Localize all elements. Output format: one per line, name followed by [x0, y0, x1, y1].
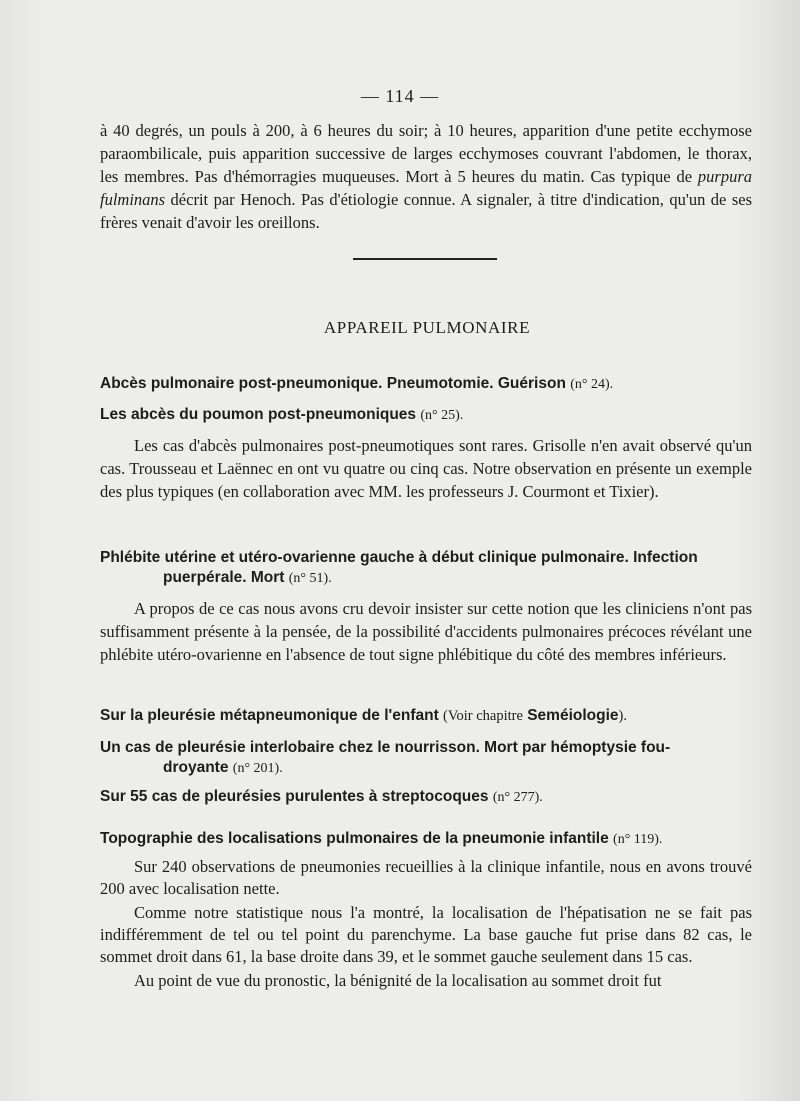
entry-ref: (n° 119). [613, 832, 663, 847]
paragraph-topo-2: Comme notre statistique nous l'a montré, la localisation de l'hépatisation ne se fait pas indifféremment de tel ou tel point du parenchyme. La base gauche fut prise dans 82 cas, le sommet droit dans 61, la base droite dans 39, et le sommet gauche seulement dans 15 cas. [100, 903, 752, 966]
entry-ref: (n° 277). [492, 790, 543, 805]
paragraph-topo-1: Sur 240 observations de pneumonies recueillies à la clinique infantile, nous en avons trouvé 200 avec localisation nette. [100, 857, 752, 898]
entry-ref: (n° 24). [570, 377, 614, 392]
entry-title-line2: droyante [163, 759, 229, 776]
entry-title-line2: puerpérale. Mort [163, 569, 285, 586]
entry-pleuresies-purulentes [100, 787, 755, 808]
section-divider [353, 258, 497, 260]
entry-ref: (n° 201). [232, 761, 283, 776]
intro-italic-term: purpura fulminans [100, 167, 752, 209]
entry-pleuresie-interlobaire [100, 738, 755, 779]
paragraph-phlebite: A propos de ce cas nous avons cru devoir insister sur cette notion que les cliniciens n'ont pas suffisamment présente à la pensée, de la possibilité d'accidents pulmonaires précoces révélant une phlébite utéro-ovarienne en l'absence de tout signe phlébitique du côté des membres inférieurs. [100, 599, 752, 664]
entry-title: Abcès pulmonaire post-pneumonique. Pneumotomie. Guérison [100, 375, 566, 392]
entry-abces-pneumotomie [100, 374, 755, 395]
entry-title: Sur la pleurésie métapneumonique de l'enfant [100, 707, 439, 724]
entry-ref: (n° 51). [288, 571, 332, 586]
entry-ref-bold: Seméiologie [527, 707, 619, 724]
entry-title-line1: Un cas de pleurésie interlobaire chez le nourrisson. Mort par hémoptysie fou- [100, 739, 671, 756]
paragraph-topo-3: Au point de vue du pronostic, la bénignité de la localisation au sommet droit fut [134, 971, 662, 990]
entry-ref-prefix: (Voir chapitre [443, 708, 523, 724]
section-heading: APPAREIL PULMONAIRE [323, 318, 531, 337]
paragraph-abces: Les cas d'abcès pulmonaires post-pneumotiques sont rares. Grisolle n'en avait observé qu'un cas. Trousseau et Laënnec en ont vu quatre ou cinq cas. Notre observation en présente un exemple des plus typiques (en collaboration avec MM. les professeurs J. Courmont et Tixier). [100, 436, 752, 501]
entry-phlebite [100, 548, 755, 589]
entry-ref-suffix: ). [618, 708, 627, 724]
intro-text-1: à 40 degrés, un pouls à 200, à 6 heures du soir; à 10 heures, apparition d'une petite ecchymose paraombilicale, puis apparition successive de larges ecchymoses couvrant l'abdomen, le thorax, les membres. Pas d'hémorragies muqueuses. Mort à 5 heures du matin. Cas typique de [100, 121, 752, 186]
entry-title: Topographie des localisations pulmonaires de la pneumonie infantile [100, 830, 609, 847]
paragraphs-topographie [100, 856, 752, 992]
entry-abces-poumon [100, 405, 755, 426]
entry-pleuresie-metapneumonique [100, 706, 755, 726]
entry-title: Sur 55 cas de pleurésies purulentes à streptocoques [100, 788, 489, 805]
entry-title: Les abcès du poumon post-pneumoniques [100, 406, 417, 423]
entry-topographie [100, 829, 755, 850]
page-number: — 114 — [360, 86, 440, 106]
entry-title-line1: Phlébite utérine et utéro-ovarienne gauche à début clinique pulmonaire. Infection [100, 549, 698, 566]
intro-text-2: décrit par Henoch. Pas d'étiologie connue. A signaler, à titre d'indication, qu'un de ses frères venait d'avoir les oreillons. [100, 190, 752, 232]
intro-paragraph [100, 119, 752, 234]
entry-ref: (n° 25). [420, 408, 464, 423]
